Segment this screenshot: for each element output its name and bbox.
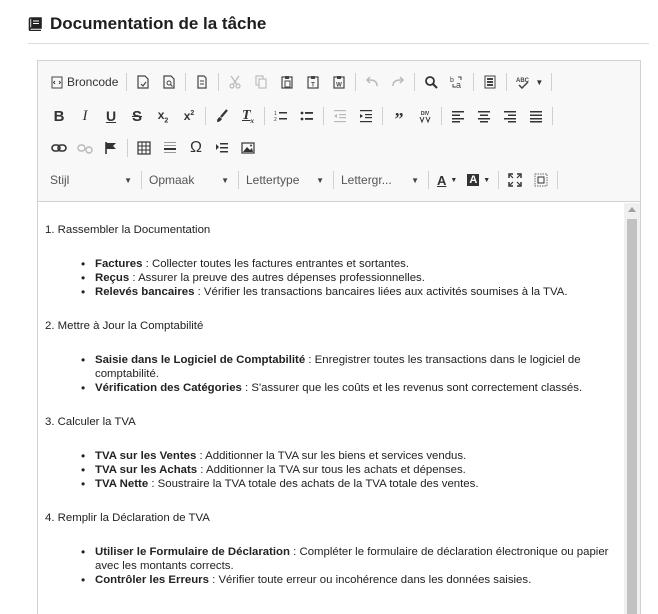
strikethrough-icon: S [131,107,142,125]
toolbar-row-3 [46,135,261,161]
align-justify-button[interactable] [523,104,549,128]
list-item-term: TVA sur les Achats [95,464,198,476]
align-left-button[interactable] [445,104,471,128]
flag-icon [104,141,118,155]
paste-button[interactable] [274,70,300,94]
replace-button[interactable] [444,70,470,94]
outdent-button[interactable] [327,104,353,128]
link-icon [51,141,67,155]
toolbar-separator [498,171,499,189]
table-icon [137,141,151,155]
list-item-description: : Vérifier les transactions bancaires liées aux activités soumises à la TVA. [194,286,568,298]
content-heading: 2. Mettre à Jour la Comptabilité [45,320,204,332]
svg-text:1: 1 [274,111,277,117]
toolbar-separator [185,73,186,91]
align-center-icon [477,109,491,123]
content-list [45,449,617,491]
vertical-scrollbar[interactable] [624,203,640,614]
list-item-term: TVA Nette [95,478,149,490]
font-dropdown-value: Lettertype [246,173,300,187]
toolbar-separator [473,73,474,91]
list-item [85,477,617,491]
toolbar-separator [238,171,239,189]
background-color-icon: A [469,174,478,186]
toolbar-separator [218,73,219,91]
content-list [45,353,617,395]
bulleted-list-icon [300,109,314,123]
chevron-down-icon: ▼ [535,77,544,87]
format-dropdown[interactable] [145,169,235,191]
find-button[interactable] [418,70,444,94]
toolbar-separator [552,107,553,125]
subscript-icon: $x_2$ [157,107,169,125]
horizontal-rule-button[interactable] [157,136,183,160]
templates-icon [195,75,209,89]
bold-button[interactable] [46,104,72,128]
italic-button[interactable] [72,104,98,128]
show-blocks-button[interactable] [528,168,554,192]
align-center-button[interactable] [471,104,497,128]
superscript-button[interactable] [176,104,202,128]
chevron-down-icon: ▼ [316,175,324,185]
svg-text:2: 2 [274,117,277,123]
font-size-dropdown-value: Lettergr... [341,173,392,187]
toolbar-separator [428,171,429,189]
header-divider [28,43,649,44]
toolbar-separator [551,73,552,91]
list-item-description: : Assurer la preuve des autres dépenses professionnelles. [129,272,425,284]
section-header [28,14,266,34]
section-title: Documentation de la tâche [50,14,267,33]
content-list [45,545,617,587]
background-color-button[interactable] [462,168,495,192]
paste-word-icon [332,75,346,89]
numbered-list-icon [274,109,288,123]
remove-format-button[interactable] [235,104,261,128]
list-item [85,381,617,395]
align-right-button[interactable] [497,104,523,128]
style-dropdown-value: Stijl [50,173,70,187]
list-item [85,449,617,463]
source-button[interactable] [46,70,123,94]
list-item-description: : S'assurer que les coûts et les revenus sont correctement classés. [241,382,583,394]
chevron-down-icon: ▼ [483,176,491,184]
cut-button[interactable] [222,70,248,94]
save-icon [136,75,150,89]
list-item-description: : Vérifier toute erreur ou incohérence dans les données saisies. [208,574,532,586]
scrollbar-thumb[interactable] [627,219,637,614]
align-justify-icon [529,109,543,123]
list-item-term: Utiliser le Formulaire de Déclaration [95,546,290,558]
list-item-term: TVA sur les Ventes [95,450,197,462]
undo-icon [365,75,379,89]
list-item [85,545,617,573]
underline-icon: U [105,108,117,124]
list-item [85,257,617,271]
toolbar-row-1 [46,69,555,95]
numbered-list-button[interactable] [268,104,294,128]
toolbar-separator [205,107,206,125]
page-break-icon [215,141,229,155]
cut-icon [228,75,242,89]
preview-button[interactable] [156,70,182,94]
list-item [85,353,617,381]
brush-icon [215,109,229,123]
quote-icon: ” [394,109,404,129]
subscript-button[interactable] [150,104,176,128]
svg-text:ABC: ABC [516,78,530,84]
align-left-icon [451,109,465,123]
spellcheck-button[interactable] [510,70,548,94]
special-char-button[interactable] [183,136,209,160]
indent-icon [359,109,373,123]
list-item-description: : Enregistrer toutes les transactions dans le logiciel de comptabilité. [95,354,581,380]
svg-text:W: W [336,82,343,89]
scroll-up-arrow[interactable] [628,207,636,212]
source-button-label: Broncode [67,75,119,89]
chevron-down-icon: ▼ [124,175,132,185]
table-button[interactable] [131,136,157,160]
toolbar-separator [141,171,142,189]
format-dropdown-value: Opmaak [149,173,195,187]
toolbar-separator [333,171,334,189]
list-item-description: : Additionner la TVA sur les biens et services vendus. [196,450,467,462]
text-color-button[interactable] [432,168,462,192]
editor-content-area[interactable] [38,203,624,614]
outdent-icon [333,109,347,123]
copy-format-button[interactable] [209,104,235,128]
list-item-term: Vérification des Catégories [95,382,242,394]
select-all-icon [483,75,497,89]
underline-button[interactable] [98,104,124,128]
book-icon [28,17,42,31]
toolbar-separator [414,73,415,91]
unlink-button[interactable] [72,136,98,160]
toolbar-row-4 [46,167,561,193]
bulleted-list-button[interactable] [294,104,320,128]
text-color-icon: A [437,172,447,188]
search-icon [424,75,438,89]
paste-icon [280,75,294,89]
div-container-button[interactable] [412,104,438,128]
list-item [85,463,617,477]
redo-icon [391,75,405,89]
copy-button[interactable] [248,70,274,94]
unlink-icon [77,141,93,155]
svg-text:T: T [311,82,316,89]
save-button[interactable] [130,70,156,94]
toolbar-separator [506,73,507,91]
blockquote-button[interactable] [386,104,412,128]
list-item [85,271,617,285]
style-dropdown[interactable] [46,169,138,191]
editor-toolbar [38,61,640,202]
remove-format-icon: $T_x$ [241,107,255,125]
list-item-description: : Soustraire la TVA totale des achats de la TVA totale des ventes. [148,478,479,490]
toolbar-separator [126,73,127,91]
rich-text-editor [37,60,641,614]
image-button[interactable] [235,136,261,160]
list-item-term: Contrôler les Erreurs [95,574,209,586]
paste-word-button[interactable] [326,70,352,94]
horizontal-rule-icon [163,141,177,155]
svg-text:DIV: DIV [420,111,430,117]
link-button[interactable] [46,136,72,160]
strikethrough-button[interactable] [124,104,150,128]
list-item-description: : Compléter le formulaire de déclaration électronique ou papier avec les montants corrects. [95,546,609,572]
templates-button[interactable] [189,70,215,94]
image-icon [241,141,255,155]
list-item [85,285,617,299]
spellcheck-icon [515,75,531,89]
superscript-icon: $x^2$ [183,109,195,123]
undo-button[interactable] [359,70,385,94]
preview-icon [162,75,176,89]
replace-icon [449,75,465,89]
source-icon [51,76,63,89]
page-break-button[interactable] [209,136,235,160]
chevron-down-icon: ▼ [450,176,458,184]
list-item-term: Factures [95,258,143,270]
svg-text:b: b [450,77,455,84]
list-item-description: : Additionner la TVA sur tous les achats et dépenses. [197,464,466,476]
chevron-down-icon: ▼ [221,175,229,185]
toolbar-separator [127,139,128,157]
list-item-term: Saisie dans le Logiciel de Comptabilité [95,354,306,366]
content-heading: 4. Remplir la Déclaration de TVA [45,512,210,524]
content-heading: 1. Rassembler la Documentation [45,224,211,236]
toolbar-separator [441,107,442,125]
align-right-icon [503,109,517,123]
maximize-icon [508,173,522,187]
copy-icon [254,75,268,89]
omega-icon: Ω [190,139,202,156]
content-list [45,257,617,299]
show-blocks-icon [534,173,548,187]
toolbar-separator [323,107,324,125]
toolbar-separator [264,107,265,125]
anchor-button[interactable] [98,136,124,160]
redo-button[interactable] [385,70,411,94]
list-item-term: Relevés bancaires [95,286,195,298]
paste-text-button[interactable] [300,70,326,94]
toolbar-row-2 [46,103,556,129]
toolbar-separator [355,73,356,91]
italic-icon: I [82,107,88,124]
toolbar-separator [382,107,383,125]
list-item-description: : Collecter toutes les factures entrantes et sortantes. [142,258,410,270]
content-heading: 3. Calculer la TVA [45,416,136,428]
bold-icon: B [53,107,65,125]
paste-text-icon [306,75,320,89]
chevron-down-icon: ▼ [411,175,419,185]
div-icon [418,109,432,123]
svg-text:a: a [456,80,462,89]
indent-button[interactable] [353,104,379,128]
maximize-button[interactable] [502,168,528,192]
font-size-dropdown[interactable] [337,169,425,191]
list-item-term: Reçus [95,272,130,284]
select-all-button[interactable] [477,70,503,94]
list-item [85,573,617,587]
toolbar-separator [557,171,558,189]
font-dropdown[interactable] [242,169,330,191]
